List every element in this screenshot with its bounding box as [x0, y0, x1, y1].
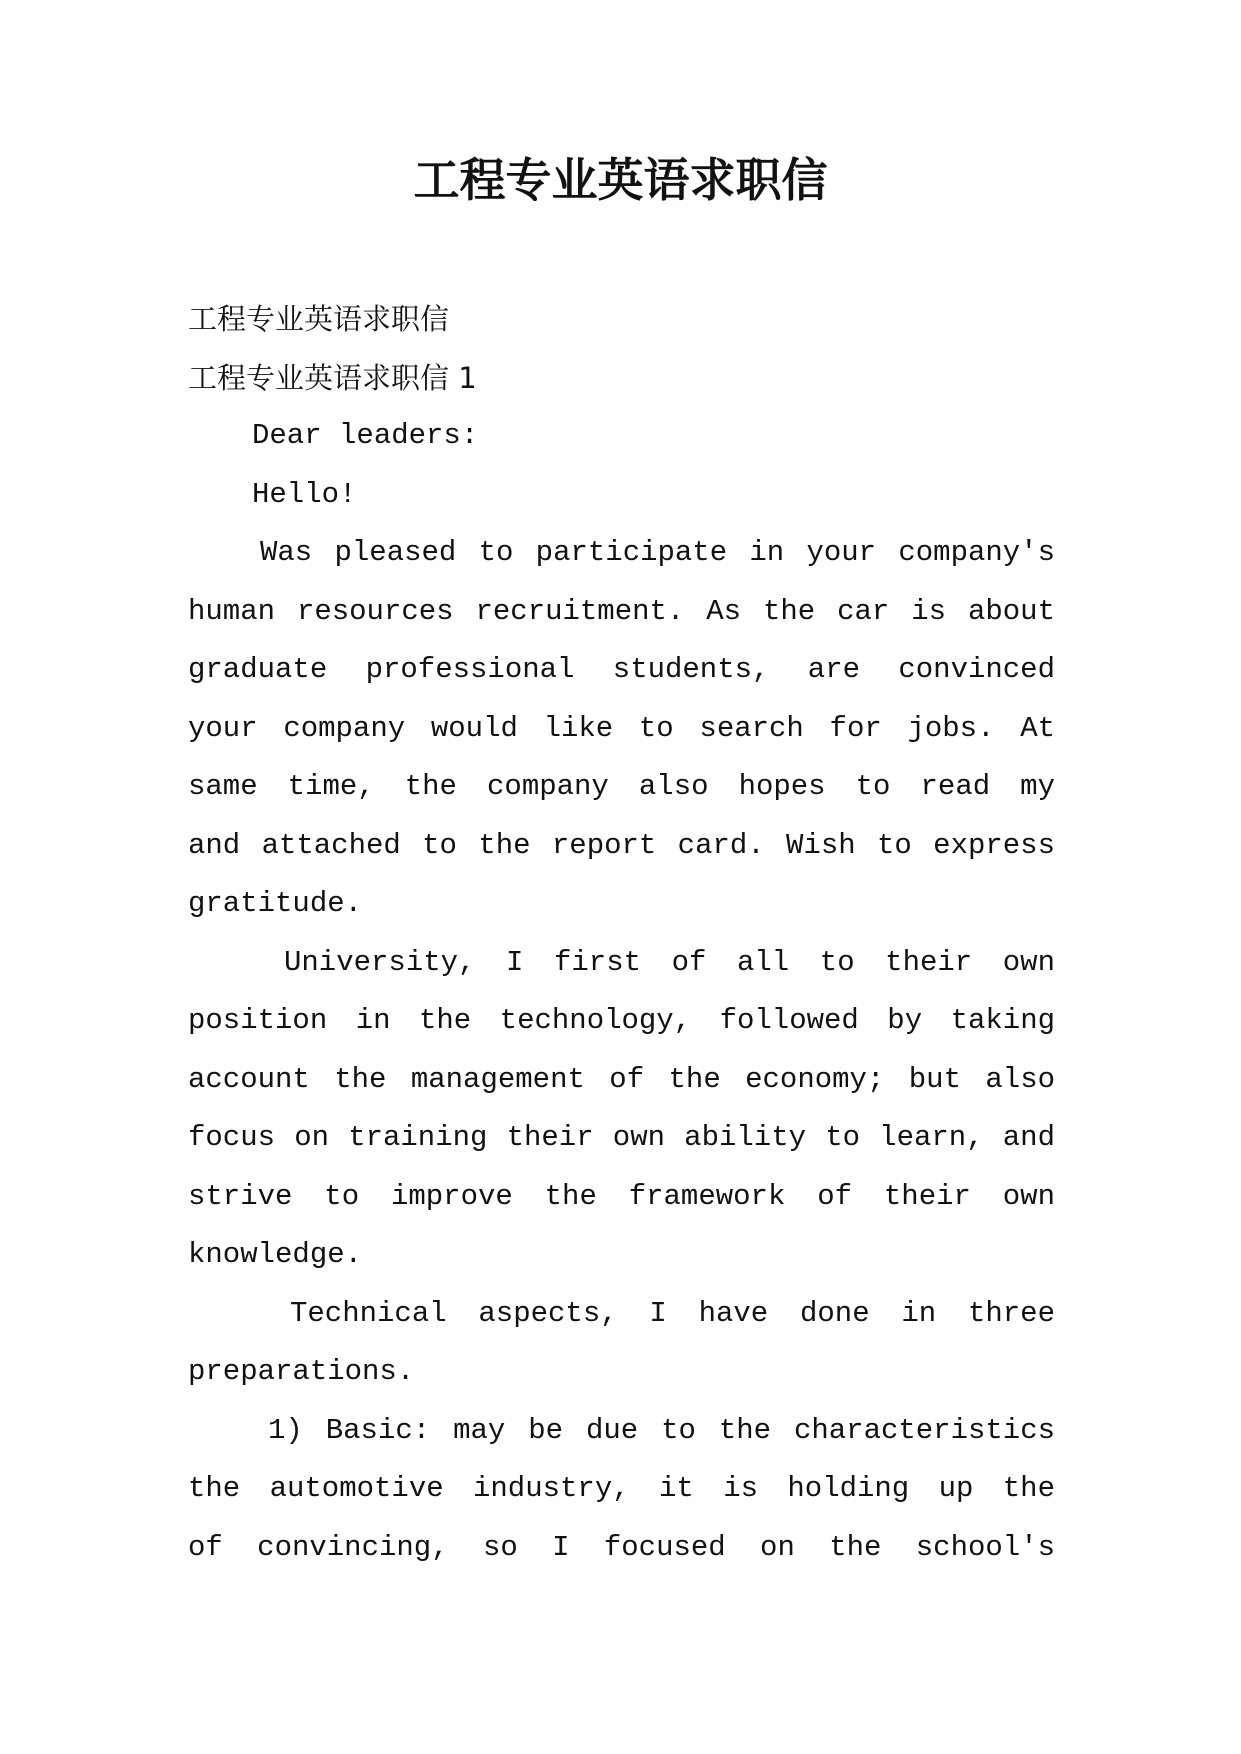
salutation: Dear leaders:: [252, 419, 479, 452]
document-body: [188, 290, 1055, 1577]
paragraph-line: of convincing, so I focused on the school's: [188, 1530, 1055, 1564]
paragraph-line: Technical aspects, I have done in three: [290, 1296, 1055, 1330]
paragraph-line: strive to improve the framework of their own: [188, 1179, 1055, 1213]
heading-line: 工程专业英语求职信: [188, 302, 450, 336]
paragraph-line: the automotive industry, it is holding up the: [188, 1472, 1055, 1505]
paragraph-line: preparations.: [188, 1355, 415, 1388]
paragraph-line: Was pleased to participate in your company's: [260, 536, 1055, 569]
heading-line-numbered: 工程专业英语求职信 1: [188, 360, 477, 395]
paragraph-line: account the management of the economy; but also: [188, 1062, 1055, 1096]
paragraph-2: [188, 934, 1055, 1285]
paragraph-line: same time, the company also hopes to read my: [188, 770, 1055, 803]
paragraph-3: [188, 1285, 1055, 1402]
paragraph-line: your company would like to search for jobs. At: [188, 711, 1055, 745]
paragraph-line: graduate professional students, are convinced: [188, 653, 1055, 686]
paragraph-line: 1) Basic: may be due to the characteristics: [268, 1413, 1055, 1447]
paragraph-line: and attached to the report card. Wish to express: [188, 828, 1055, 862]
paragraph-4: [188, 1402, 1055, 1578]
greeting: Hello!: [252, 477, 357, 511]
paragraph-line: knowledge.: [188, 1238, 363, 1271]
paragraph-1: [188, 524, 1055, 934]
paragraph-line: position in the technology, followed by taking: [188, 1004, 1055, 1037]
paragraph-line: focus on training their own ability to learn, and: [188, 1121, 1055, 1154]
paragraph-line: human resources recruitment. As the car is about: [188, 594, 1055, 628]
paragraph-line: University, I first of all to their own: [284, 945, 1055, 979]
page-title: 工程专业英语求职信: [413, 153, 828, 207]
paragraph-line: gratitude.: [188, 887, 363, 920]
